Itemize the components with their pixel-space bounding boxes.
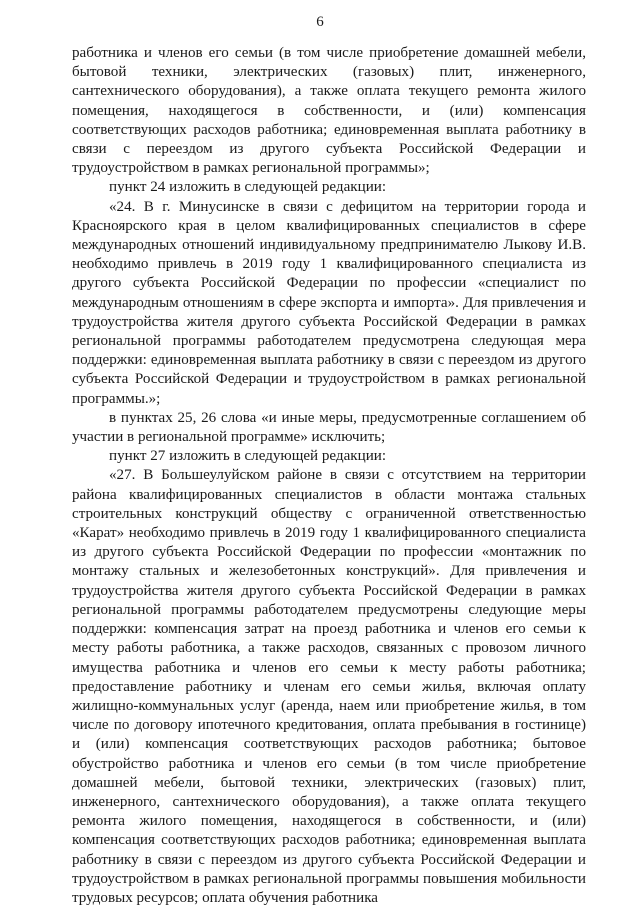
document-body [72,44,586,908]
paragraph-instruction-27: пункт 27 изложить в следующей редакции: [109,448,387,465]
paragraph-item-24: «24. В г. Минусинске в связи с дефицитом на территории города и Красноярского края в целом квалифицированных специалистов в сфере международных отношений индивидуальному предпринимателю Лыкову И.В. необходимо привлечь в 2019 году 1 квалифицированного специалиста из другого субъекта Российской Федерации по профессии «специалист по международным отношениям в сфере экспорта и импорта». Для привлечения и трудоустройства жителя другого субъекта Российской Федерации в рамках региональной программы работодателем предусмотрена следующая мера поддержки: единовременная выплата работнику в связи с переездом из другого субъекта Российской Федерации и трудоустройством в рамках региональной программы.»; [72,198,586,407]
paragraph-continuation: работника и членов его семьи (в том числе приобретение домашней мебели, бытовой техники, электрических (газовых) плит, инженерного, сантехнического оборудования), а также оплата текущего ремонта жилого помещения, находящегося в собственности, и (или) компенсация соответствующих расходов работника; единовременная выплата работнику в связи с переездом из другого субъекта Российской Федерации и трудоустройством в рамках региональной программы»; [72,45,586,177]
paragraph-instruction-25-26: в пунктах 25, 26 слова «и иные меры, предусмотренные соглашением об участии в региональной программе» исключить; [72,409,586,446]
page-number: 6 [316,14,324,30]
paragraph-instruction-24: пункт 24 изложить в следующей редакции: [109,179,387,196]
paragraph-item-27: «27. В Большеулуйском районе в связи с отсутствием на территории района квалифицированных специалистов в области монтажа стальных строительных конструкций обществу с ограниченной ответственностью «Карат» необходимо привлечь в 2019 году 1 квалифицированного специалиста из другого субъекта Российской Федерации по профессии «монтажник по монтажу стальных и железобетонных конструкций». Для привлечения и трудоустройства жителя другого субъекта Российской Федерации в рамках региональной программы работодателем предусмотрены следующие меры поддержки: компенсация затрат на проезд работника и членов его семьи к месту работы работника, а также расходов, связанных с провозом личного имущества работника и членов его семьи к месту работы работника; предоставление работнику и членам его семьи жилья, включая оплату жилищно-коммунальных услуг (аренда, наем или приобретение жилья, в том числе по договору ипотечного кредитования, оплата пребывания в гостинице) и (или) компенсация соответствующих расходов работника; бытовое обустройство работника и членов его семьи (в том числе приобретение домашней мебели, бытовой техники, электрических (газовых) плит, инженерного, сантехнического оборудования), а также оплата текущего ремонта жилого помещения, находящегося в собственности, и (или) компенсация соответствующих расходов работника; единовременная выплата работнику в связи с переездом из другого субъекта Российской Федерации и трудоустройством в рамках региональной программы повышения мобильности трудовых ресурсов; оплата обучения работника [72,467,586,906]
